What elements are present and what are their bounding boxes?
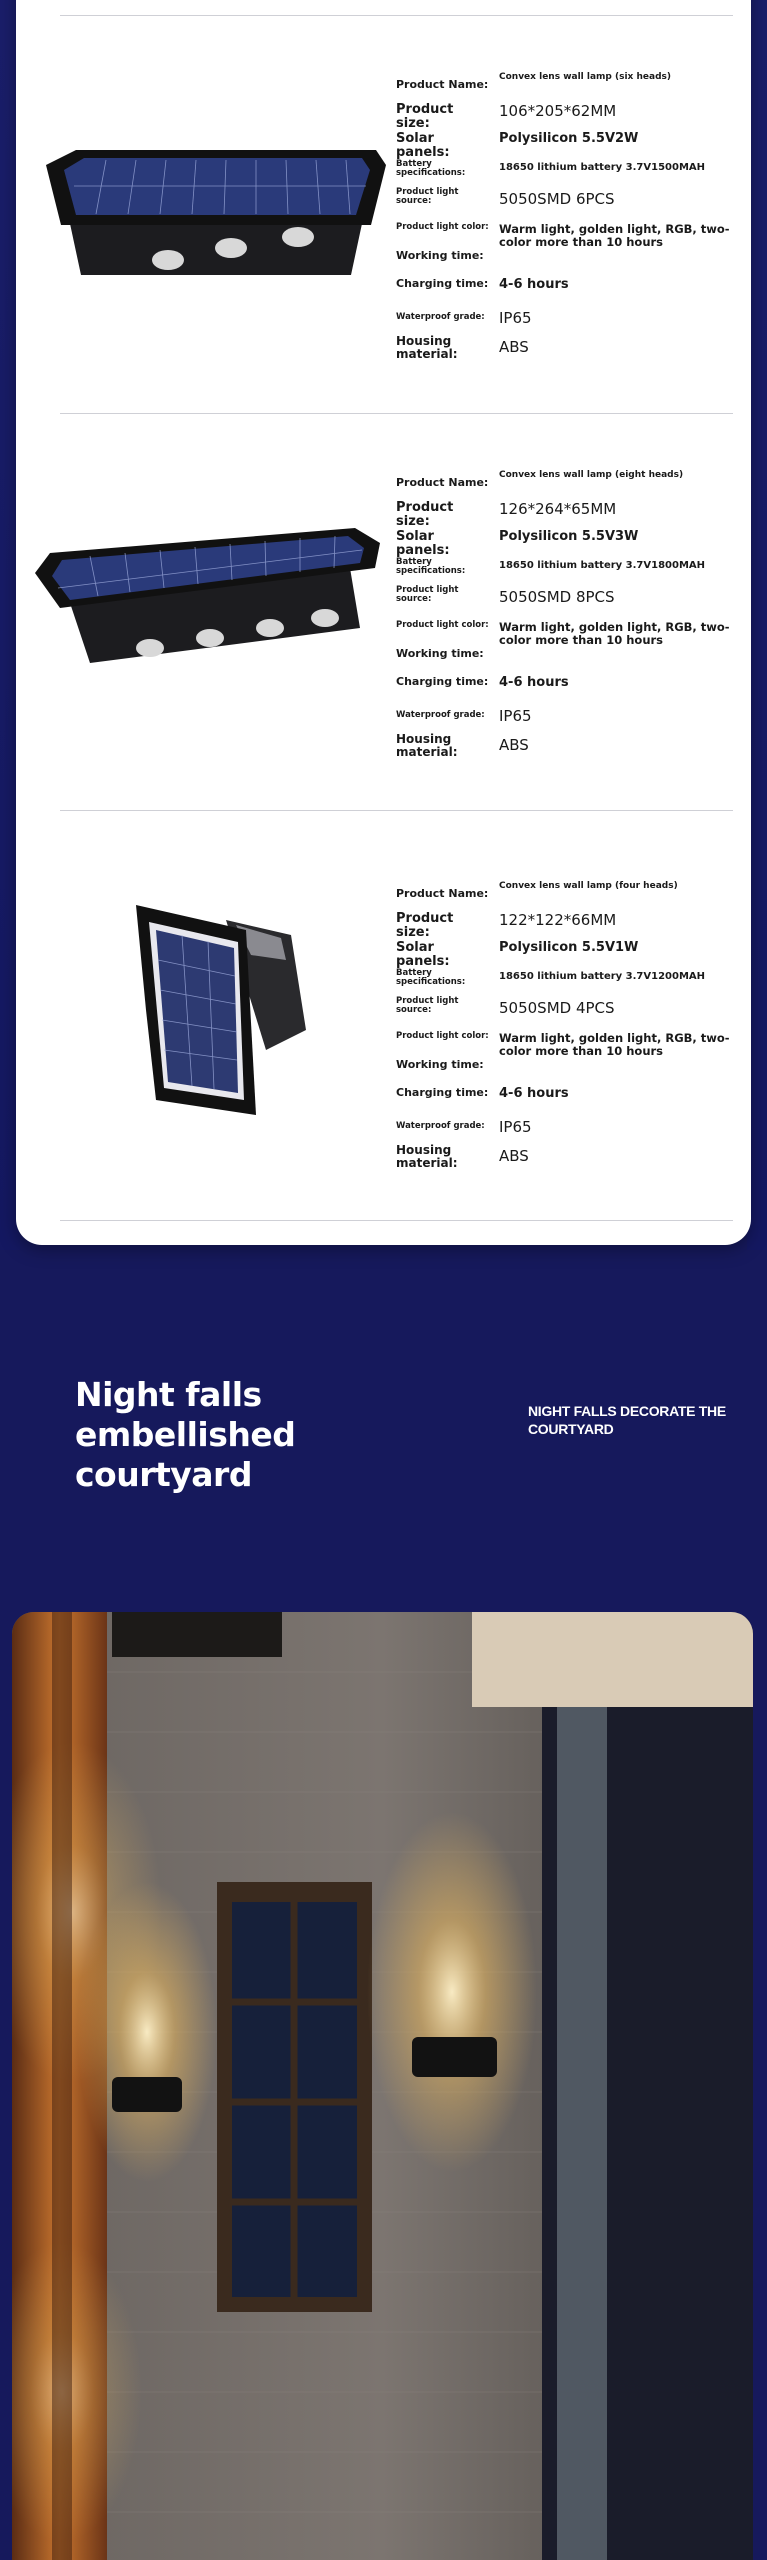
night-wall-scene xyxy=(12,1612,753,2560)
label-working-time: Working time: xyxy=(396,647,484,660)
value-waterproof: IP65 xyxy=(499,309,532,327)
value-light-source: 5050SMD 6PCS xyxy=(499,190,615,208)
six-head-lamp-image xyxy=(36,110,391,290)
spec-card xyxy=(16,0,751,1245)
label-charging-time: Charging time: xyxy=(396,1086,489,1099)
label-product-size: Product size: xyxy=(396,911,454,940)
value-waterproof: IP65 xyxy=(499,707,532,725)
value-solar-panels: Polysilicon 5.5V2W xyxy=(499,131,639,146)
label-light-color: Product light color: xyxy=(396,620,489,630)
value-product-name: Convex lens wall lamp (six heads) xyxy=(499,72,671,82)
label-light-color: Product light color: xyxy=(396,222,489,232)
label-solar-panels: Solar panels: xyxy=(396,131,450,160)
value-battery: 18650 lithium battery 3.7V1200MAH xyxy=(499,971,706,982)
label-product-name: Product Name: xyxy=(396,476,489,489)
product-six-heads xyxy=(16,15,751,411)
label-battery: Battery specifications: xyxy=(396,159,466,178)
divider xyxy=(60,1220,733,1221)
value-product-size: 126*264*65MM xyxy=(499,500,617,518)
label-working-time: Working time: xyxy=(396,249,484,262)
label-waterproof: Waterproof grade: xyxy=(396,312,485,322)
value-housing: ABS xyxy=(499,338,529,356)
label-housing: Housing material: xyxy=(396,1143,458,1170)
label-light-source: Product light source: xyxy=(396,996,459,1015)
label-product-name: Product Name: xyxy=(396,887,489,900)
label-solar-panels: Solar panels: xyxy=(396,940,450,969)
label-battery: Battery specifications: xyxy=(396,968,466,987)
label-working-time: Working time: xyxy=(396,1058,484,1071)
hero-subtitle: NIGHT FALLS DECORATE THE COURTYARD xyxy=(528,1403,726,1437)
label-light-color: Product light color: xyxy=(396,1031,489,1041)
value-product-size: 122*122*66MM xyxy=(499,911,617,929)
value-light-color: Warm light, golden light, RGB, two-color more than 10 hours xyxy=(499,222,730,249)
value-battery: 18650 lithium battery 3.7V1500MAH xyxy=(499,162,706,173)
value-charging-time: 4-6 hours xyxy=(499,277,569,292)
value-product-size: 106*205*62MM xyxy=(499,102,617,120)
label-charging-time: Charging time: xyxy=(396,675,489,688)
label-product-size: Product size: xyxy=(396,102,454,131)
value-product-name: Convex lens wall lamp (four heads) xyxy=(499,881,678,891)
label-battery: Battery specifications: xyxy=(396,557,466,576)
label-waterproof: Waterproof grade: xyxy=(396,1121,485,1131)
value-light-source: 5050SMD 8PCS xyxy=(499,588,615,606)
label-housing: Housing material: xyxy=(396,732,458,759)
value-charging-time: 4-6 hours xyxy=(499,1086,569,1101)
value-light-source: 5050SMD 4PCS xyxy=(499,999,615,1017)
label-waterproof: Waterproof grade: xyxy=(396,710,485,720)
eight-head-lamp-image xyxy=(30,488,395,688)
value-housing: ABS xyxy=(499,1147,529,1165)
product-eight-heads xyxy=(16,413,751,809)
value-housing: ABS xyxy=(499,736,529,754)
value-charging-time: 4-6 hours xyxy=(499,675,569,690)
product-four-heads xyxy=(16,810,751,1206)
label-charging-time: Charging time: xyxy=(396,277,489,290)
label-product-name: Product Name: xyxy=(396,78,489,91)
value-solar-panels: Polysilicon 5.5V1W xyxy=(499,940,639,955)
hero-title: Night falls embellished courtyard xyxy=(75,1375,296,1494)
value-product-name: Convex lens wall lamp (eight heads) xyxy=(499,470,684,480)
label-light-source: Product light source: xyxy=(396,187,459,206)
label-housing: Housing material: xyxy=(396,334,458,361)
label-solar-panels: Solar panels: xyxy=(396,529,450,558)
label-light-source: Product light source: xyxy=(396,585,459,604)
value-waterproof: IP65 xyxy=(499,1118,532,1136)
value-light-color: Warm light, golden light, RGB, two-color more than 10 hours xyxy=(499,1031,730,1058)
value-battery: 18650 lithium battery 3.7V1800MAH xyxy=(499,560,706,571)
label-product-size: Product size: xyxy=(396,500,454,529)
courtyard-photo xyxy=(12,1612,753,2560)
four-head-lamp-image xyxy=(116,900,316,1130)
value-solar-panels: Polysilicon 5.5V3W xyxy=(499,529,639,544)
value-light-color: Warm light, golden light, RGB, two-color more than 10 hours xyxy=(499,620,730,647)
